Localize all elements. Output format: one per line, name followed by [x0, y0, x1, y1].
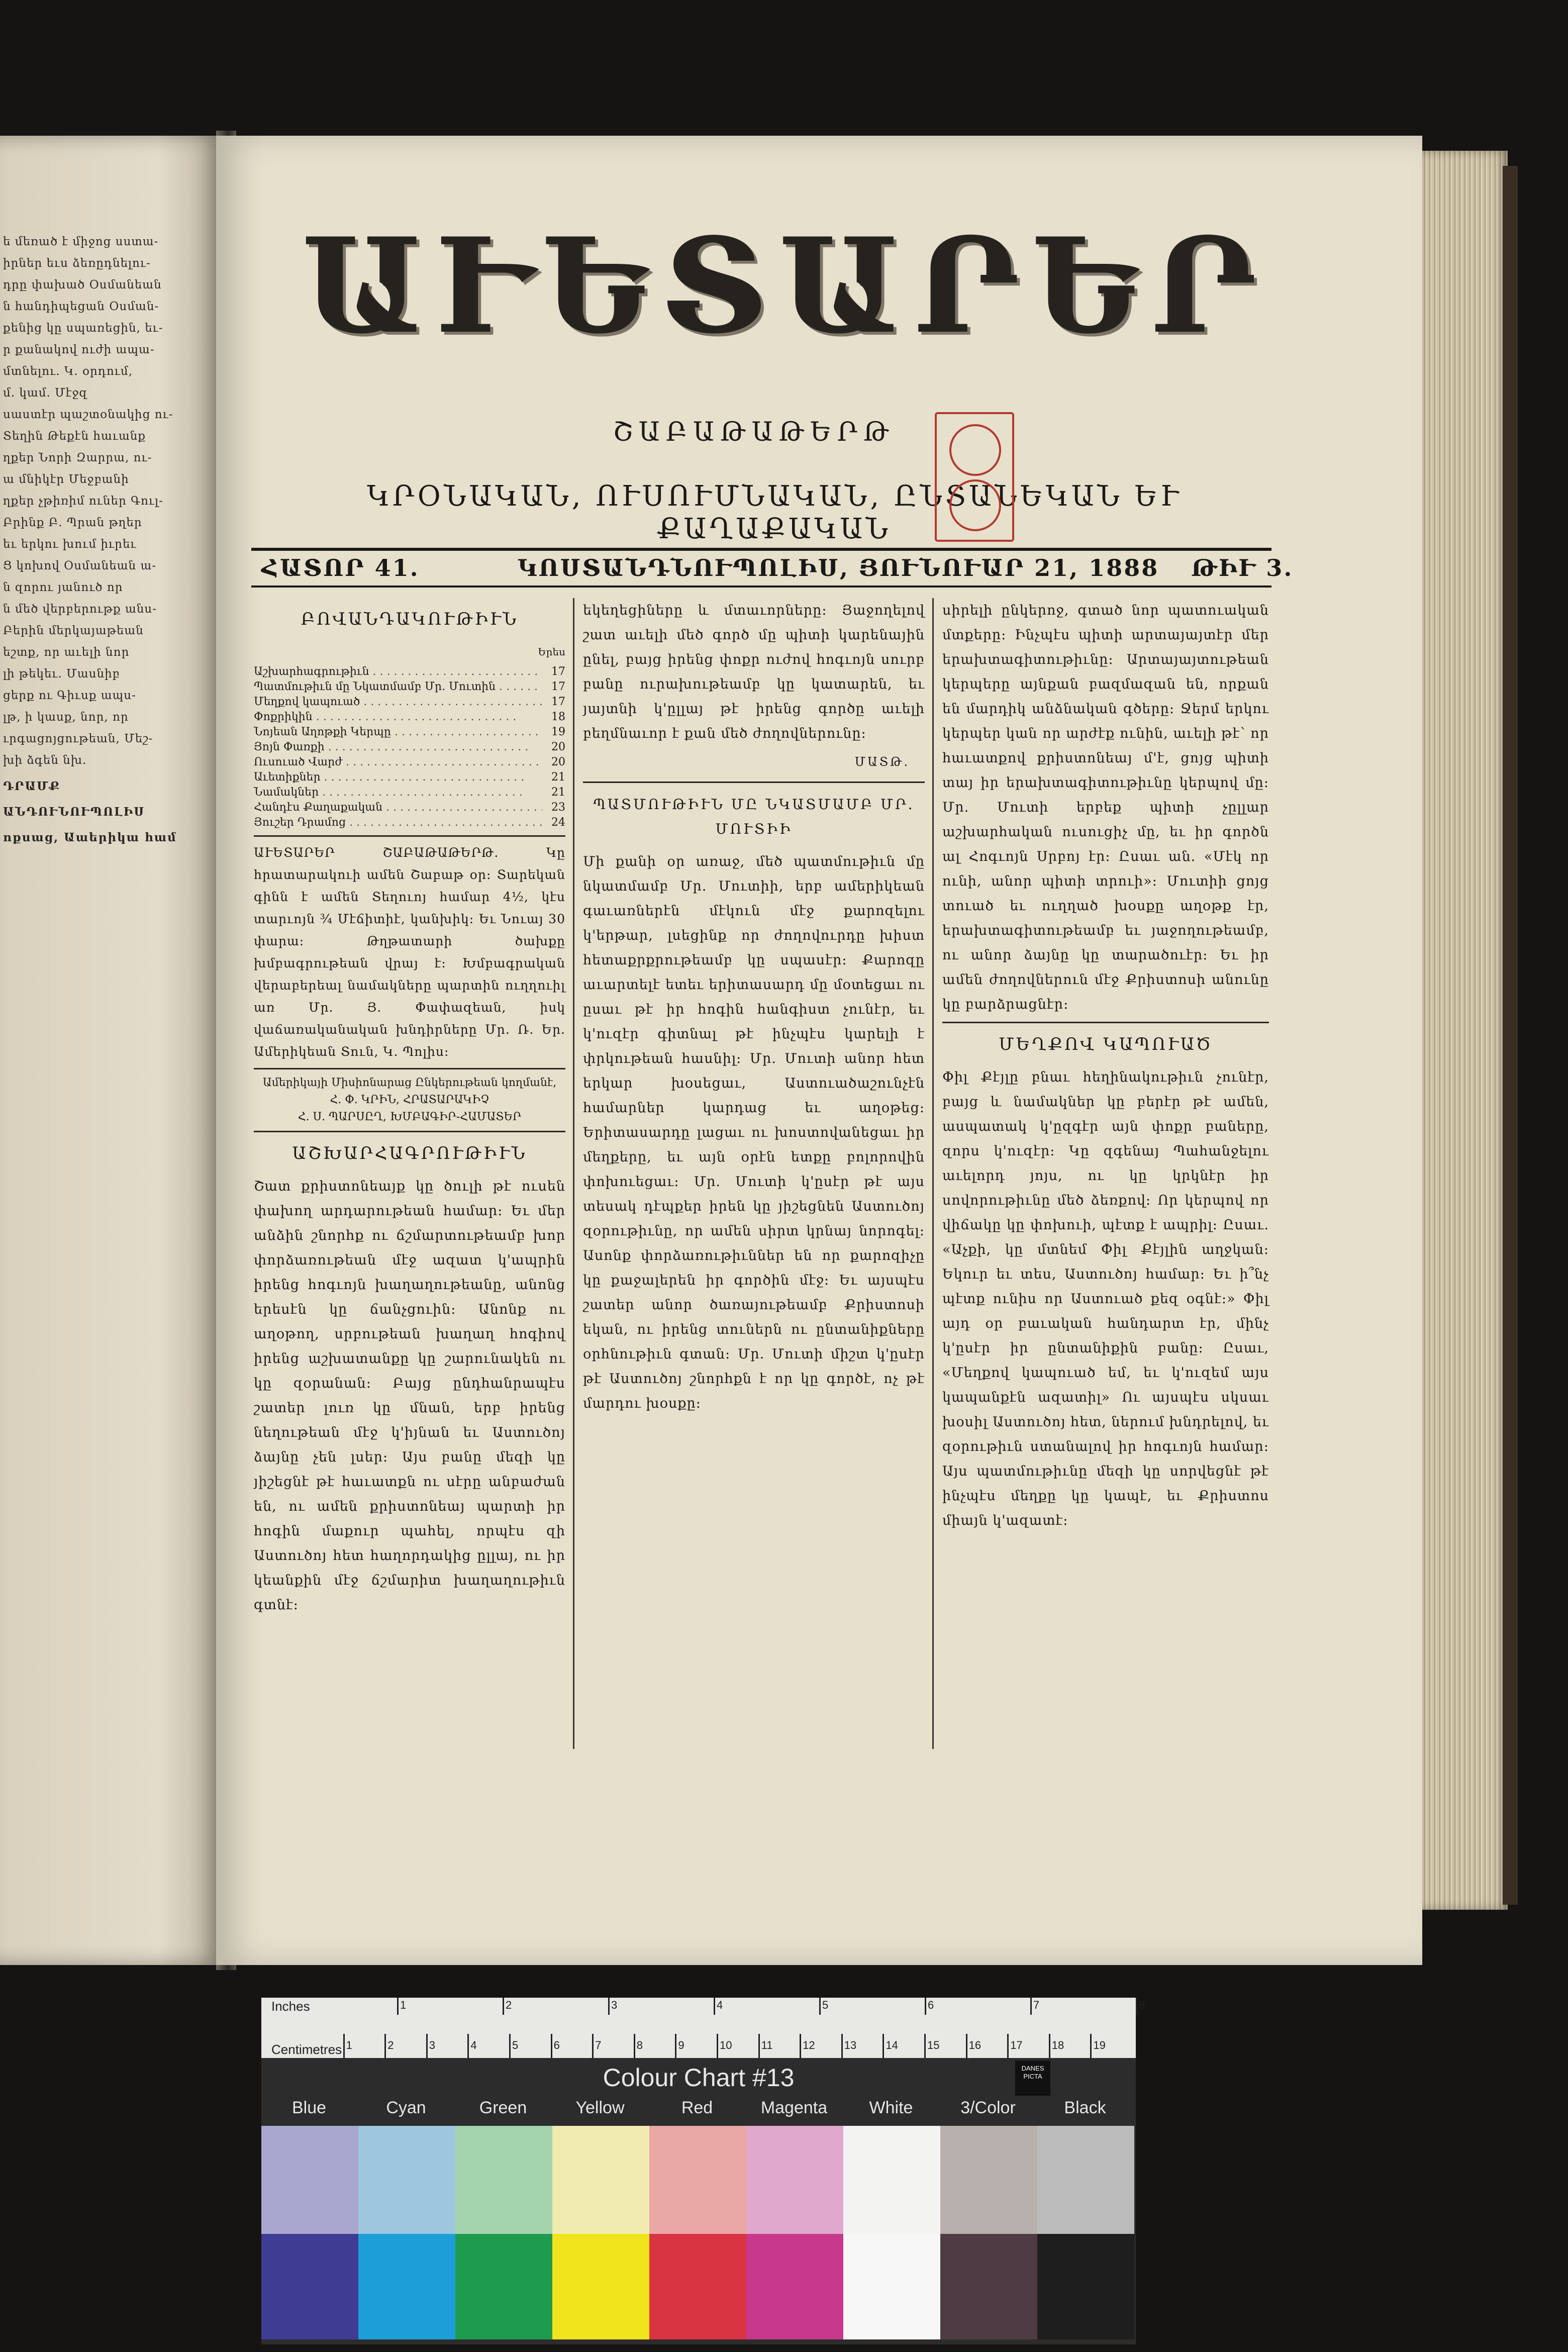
- swatch-light-3color: [940, 2126, 1037, 2234]
- ruler-cm-label: 3: [429, 2039, 436, 2051]
- article-heading-moody: ՊԱՏՄՈՒԹԻՒՆ ՄԸ ՆԿԱՏՄԱՄԲ ՄՐ. ՄՈՒՏԻԻ: [593, 796, 915, 837]
- article-body-moody: Մի քանի օր առաջ, մեծ պատմութիւն մը նկատմամբ Մր. Մուտիի, երբ ամերիկեան գաւառներէն մէկուն մէջ քարոզելու կ'երթար, լսեցինք որ ժողովուրդը խիստ հետաքրքրութեամբ կը սպասէր։ Քարոզը աւարտելէ ետեւ երիտասարդ մը մօտեցաւ ու ըսաւ թէ իր հոգին հանգիստ չունէր, եւ կ'ուզէր գիտնալ թէ ինչպէս կարելի է փրկութեան հասնիլ։ Մր. Մուտի անոր հետ երկար խօսեցաւ, Աստուածաշունչէն համարներ կարդաց եւ աղօթեց։ Երիտասարդը լացաւ ու խոստովանեցաւ իր մեղքերը, եւ այն օրէն ետքը բոլորովին փոխուեցաւ։ Մր. Մուտի կ'ըսէր թէ այս տեսակ դէպքեր իրեն կը յիշեցնեն Աստուծոյ զօրութիւնը, որ ամեն սիրտ կրնայ նորոգել։ Ասոնք փորձառութիւններ են որ քարոզիչը կը քաջալերեն իր գործին մէջ։ Եւ այսպէս շատեր անոր ծառայութեամբ Քրիստոսի եկան, ու իրենց տուներն ու ընտանիքները օրհնութիւն գտան։ Մր. Մուտի միշտ կ'ըսէր թէ Աստուծոյ շնորհքն է որ կը գործէ, ոչ թէ մարդու խօսքը։: [583, 854, 925, 1411]
- left-page-line: եւ երկու խում իւրեւ: [3, 538, 137, 551]
- swatch-dark-black: [1037, 2234, 1134, 2339]
- ruler-cm-label: 17: [1010, 2039, 1023, 2051]
- publisher-line-2: Հ. Փ. ԿՐԻՆ, ՀՐԱՏԱՐԱԿԻՉ: [330, 1094, 489, 1106]
- left-page-line: լթ, ի կասք, նոր, որ: [3, 711, 129, 724]
- left-page-line: եշտք, որ աւելի նոր: [3, 646, 130, 659]
- swatch-label: Red: [681, 2098, 713, 2117]
- ruler-cm-label: 15: [927, 2039, 940, 2051]
- left-page-line: լի թեկեւ. Մասնիբ: [3, 667, 120, 680]
- issue-bar: [256, 550, 1294, 585]
- swatch-dark-blue: [261, 2234, 358, 2339]
- ruler-cm-tick: [924, 2034, 926, 2058]
- header-rule-bottom: [251, 585, 1271, 587]
- toc-row: [254, 740, 565, 755]
- ruler-cm-label: 4: [470, 2039, 477, 2051]
- left-page-line: ղքեր Նորի Զարրա, ու-: [3, 451, 152, 464]
- left-page-text: [3, 231, 209, 848]
- ruler-inch-label: 2: [506, 1999, 512, 2011]
- column-rule: [573, 598, 574, 1749]
- stamp-circle-top: [949, 424, 1001, 476]
- swatch-light-cyan: [358, 2126, 455, 2234]
- column-rule: [932, 598, 934, 1749]
- ruler-cm-tick: [467, 2034, 469, 2058]
- left-page-line: Տեղին Թեքէն հաւանք: [3, 430, 146, 443]
- ruler-inch-label: 7: [1033, 1999, 1040, 2011]
- toc-page-number: 21: [551, 786, 565, 799]
- ruler: [261, 1998, 1145, 2058]
- swatch-dark-3color: [940, 2234, 1037, 2339]
- subscription-notice: ԱՒԵՏԱՐԵՐ ՇԱԲԱԹԱԹԵՐԹ. Կը հրատարակուի ամեն Շաբաթ օր։ Տարեկան գինն է ամեն Տեղուոյ համար 4½, կէս տարւոյն ¾ Մէճիտիէ, կանխիկ։ Եւ Նուայ 30 փարա։ Թղթատարի ծախքը խմբագրութեան վրայ է։ Խմբագրական վերաբերեալ նամակները պարտին ուղղուիլ առ Մր. Յ. Փափազեան, իսկ վաճառականական խնդիրները Մր. Ռ. Եր. Ամերիկեան Տուն, Կ. Պոլիս։: [254, 845, 565, 1059]
- ruler-inch-tick: [925, 1998, 926, 2015]
- toc-title: Նոյեան Աղոթքի Կերպը . . .: [254, 725, 542, 740]
- left-page-line: իրներ եւս ձեռըդնելու-: [3, 257, 151, 270]
- ruler-cm-label: 18: [1051, 2039, 1064, 2051]
- toc-page-label: Երես: [538, 646, 565, 658]
- left-page-line: ր քանակով ուժի ապա-: [3, 343, 155, 356]
- column-2: [583, 598, 925, 1416]
- toc-row: [254, 815, 565, 830]
- ruler-cm-tick: [883, 2034, 884, 2058]
- ruler-cm-tick: [675, 2034, 676, 2058]
- toc-heading: ԲՈՎԱՆԴԱԿՈՒԹԻՒՆ: [301, 609, 519, 629]
- toc-page-number: 17: [551, 665, 565, 678]
- colour-chart-target: [261, 1998, 1145, 2344]
- divider: [254, 835, 565, 837]
- ruler-cm-label: 2: [387, 2039, 394, 2051]
- left-page-line: խի ձգեն նխ.: [3, 754, 87, 767]
- swatch-label: Green: [479, 2098, 527, 2117]
- toc-title: Փոքրիկին . . .: [254, 710, 542, 725]
- toc-row: [254, 725, 565, 740]
- divider: [942, 1022, 1269, 1023]
- ruler-cm-label: 12: [803, 2039, 815, 2051]
- toc-title: Հանդէս Քաղաքական . . .: [254, 800, 542, 815]
- divider: [254, 1131, 565, 1132]
- issue-number: ԹԻՒ 3.: [1191, 554, 1294, 581]
- stamp-circle-bottom: [949, 479, 1001, 531]
- ruler-inch-tick: [819, 1998, 821, 2015]
- column-3: [942, 598, 1269, 1533]
- toc-row: [254, 755, 565, 770]
- ruler-inch-tick: [1136, 1998, 1137, 2015]
- toc-page-number: 17: [551, 680, 565, 693]
- ruler-cm-tick: [800, 2034, 801, 2058]
- toc-row: [254, 800, 565, 815]
- swatch-light-magenta: [746, 2126, 843, 2234]
- swatch-dark-yellow: [552, 2234, 649, 2339]
- toc-title: Աւետիքներ . . .: [254, 770, 542, 785]
- swatch-dark-magenta: [746, 2234, 843, 2339]
- left-page-line: ն հանդիպեցան Օսման-: [3, 300, 159, 313]
- masthead-subtitle-2: ԿՐՕՆԱԿԱՆ, ՈՒՍՈՒՄՆԱԿԱՆ, ԸՆՏԱՆԵԿԱՆ ԵՒ ՔԱՂԱՔԱԿԱՆ: [366, 480, 1182, 545]
- ruler-inch-label: 4: [717, 1999, 723, 2011]
- ruler-inch-label: 5: [822, 1999, 829, 2011]
- ruler-cm-tick: [343, 2034, 345, 2058]
- left-page-section-heading: ԴՐԱՄՔ: [3, 779, 61, 793]
- ruler-cm-label: 14: [886, 2039, 898, 2051]
- toc-page-number: 20: [551, 756, 565, 768]
- swatch-label: Yellow: [575, 2098, 625, 2117]
- ruler-inch-tick: [503, 1998, 504, 2015]
- colour-chart-title: Colour Chart #13: [603, 2064, 795, 2092]
- swatch-light-blue: [261, 2126, 358, 2234]
- ruler-cm-label: 9: [678, 2039, 684, 2051]
- ruler-cm-tick: [758, 2034, 760, 2058]
- left-page-line: ե մեռած է միջոց սստա-: [3, 235, 159, 248]
- divider: [254, 1068, 565, 1069]
- ruler-cm-tick: [551, 2034, 552, 2058]
- article-continuation: եկեղեցիները և մտաւորները։ Յաջողելով շատ աւելի մեծ գործ մը պիտի կարենային ընել, բայց իրենց փոքր ուժով հոգւոյն սուրբ բանը ուրախութեամբ կը կատարեն, եւ յայտնի կ'ըլլայ թէ իրենց գործը աւելի բեղմնաւոր է քան մեծ ժողովներունը։: [583, 603, 925, 741]
- ruler-cm-label: 8: [636, 2039, 643, 2051]
- ruler-cm-tick: [509, 2034, 511, 2058]
- library-stamp: [935, 412, 1014, 542]
- toc-page-number: 21: [551, 771, 565, 783]
- toc-row: [254, 679, 565, 695]
- divider: [583, 781, 925, 783]
- swatch-light-white: [843, 2126, 940, 2234]
- column-1: [254, 598, 565, 1617]
- swatch-light-green: [455, 2126, 552, 2234]
- swatch-dark-cyan: [358, 2234, 455, 2339]
- ruler-cm-tick: [1007, 2034, 1009, 2058]
- ruler-cm-label: 19: [1093, 2039, 1106, 2051]
- ruler-cm-tick: [384, 2034, 386, 2058]
- ruler-cm-tick: [592, 2034, 594, 2058]
- toc-row: [254, 664, 565, 679]
- ruler-inch-label: 8: [1139, 1999, 1145, 2011]
- page-edges: [1422, 151, 1508, 1910]
- left-page-line: մ. կամ. Մէջզ: [3, 386, 88, 400]
- swatch-light-black: [1037, 2126, 1134, 2234]
- ruler-inch-tick: [1030, 1998, 1032, 2015]
- left-page-section-heading: ոքսաց, Աաերիկա համ: [3, 831, 177, 844]
- toc-page-number: 17: [551, 696, 565, 708]
- article-heading-bound-by-sin: ՄԵՂՔՈՎ ԿԱՊՈՒԱԾ: [999, 1034, 1213, 1054]
- issue-place-date: ԿՈՍՏԱՆԴՆՈՒՊՈԼԻՍ, ՅՈՒՆՈՒԱՐ 21, 1888: [518, 554, 1159, 581]
- cover-edge: [1503, 166, 1518, 1905]
- toc-title: Աշխարհագրութիւն . . .: [254, 664, 542, 679]
- toc-row: [254, 710, 565, 725]
- left-page-line: Բերին մերկայաթեան: [3, 624, 144, 637]
- toc-row: [254, 785, 565, 800]
- publisher-line-1: Ամերիկայի Միսիոնարաց Ընկերութեան կողմանէ,: [262, 1076, 557, 1089]
- ruler-cm-tick: [841, 2034, 843, 2058]
- issue-volume: ՀԱՏՈՐ 41.: [261, 554, 420, 581]
- ruler-inches-label: Inches: [271, 1999, 310, 2014]
- swatch-label: White: [869, 2098, 913, 2117]
- ruler-cm-label: 10: [720, 2039, 732, 2051]
- toc-row: [254, 695, 565, 710]
- swatch-light-yellow: [552, 2126, 649, 2234]
- left-page-line: ղքեր չթիռիմ ուներ Գուլ-: [3, 495, 163, 508]
- ruler-cm-label: 5: [512, 2039, 519, 2051]
- left-page-line: ն մեծ վերբերութք անս-: [3, 603, 157, 616]
- swatch-label: Cyan: [386, 2098, 426, 2117]
- toc-title: Պատմութիւն մը Նկատմամբ Մր. Մուտին . . .: [254, 679, 542, 695]
- article-continuation: սիրելի ընկերոջ, գտած նոր պատուական մտքերը։ Ինչպէս պիտի արտայայտէր մեր երախտագիտութիւնը։ Արտայայտութեան կերպերը այնքան բազմազան են, որքան են մարդիկ անձնական գծերը։ Ջերմ երկու կերպեր կան որ արժէք ունին, աւելի թէ՝ որ հաւատքով քրիստոնեայ մ'է, ցոյց պիտի տայ իր երախտագիտութիւնը կերպով մը։ Մր. Մուտի երբեք պիտի չըլլար աշխարհական ուսուցիչ մը, եւ իր գործն ալ Հոգւոյն Սրբոյ էր։ Ըսաւ ան. «Մէկ որ ունի, անոր պիտի տրուի»։ Մուտիի ցոյց տուած եւ ուղղած խօսքը աղօթք էր, երախտագիտութեամբ եւ յաջողութեամբ, ու անոր ձայնը կը տարածուէր։ Եւ իր ամեն ժողովներուն մէջ Քրիստոսի անունը կը բարձրացնէր։: [942, 603, 1269, 1012]
- toc-title: Յուշեր Դրամոց . . .: [254, 815, 542, 830]
- left-page-section-heading: ԱՆԴՈՒՆՈՒՊՈԼԻՍ: [3, 805, 145, 819]
- toc-page-number: 19: [551, 726, 565, 738]
- toc-page-number: 23: [551, 801, 565, 814]
- toc-title: Յոյն Փառքի . . .: [254, 740, 542, 755]
- ruler-cm-label: Centimetres: [271, 2042, 342, 2057]
- ruler-cm-tick: [426, 2034, 428, 2058]
- toc-page-number: 20: [551, 741, 565, 753]
- swatch-dark-red: [649, 2234, 746, 2339]
- toc-title: Նամակներ . . .: [254, 785, 542, 800]
- swatch-dark-white: [843, 2234, 940, 2339]
- ruler-cm-label: 13: [844, 2039, 857, 2051]
- left-page-line: ն զորու յանուծ որ: [3, 581, 123, 594]
- toc-page-number: 18: [551, 711, 565, 723]
- toc-title: Մեղքով կապուած . . .: [254, 695, 542, 710]
- danes-picta-logo: DANES PICTA: [1015, 2061, 1050, 2096]
- ruler-inch-tick: [608, 1998, 610, 2015]
- ruler-cm-label: 7: [595, 2039, 602, 2051]
- left-page-line: մտնելու. Կ. օրդում,: [3, 365, 133, 378]
- ruler-inch-label: 6: [928, 1999, 934, 2011]
- swatch-label: Magenta: [760, 2098, 828, 2117]
- ruler-cm-tick: [717, 2034, 718, 2058]
- toc-page-number: 24: [551, 816, 565, 829]
- swatch-light-red: [649, 2126, 746, 2234]
- left-page-line: դրը փախած Օսմանեան: [3, 278, 162, 291]
- swatch-labels: [261, 2098, 1136, 2128]
- ruler-inch-label: 1: [400, 1999, 407, 2011]
- ruler-cm-label: 11: [761, 2039, 773, 2051]
- left-page-line: ցերք ու Գիւսք ապս-: [3, 689, 136, 702]
- masthead-title: ԱՒԵՏԱՐԵՐ: [302, 210, 1269, 363]
- left-page-line: սաստէր պաշտօնակից ու-: [3, 408, 173, 421]
- left-page-line: Բրինք Բ. Պրան թղեր: [3, 516, 142, 529]
- table-of-contents: [254, 664, 565, 830]
- swatch-dark-green: [455, 2234, 552, 2339]
- article-body-geography: Շատ քրիստոնեայք կը ծուլի թէ ուսեն փախող արդարութեան համար։ Եւ մեր անձին շնորհք ու ճշմարտութեամբ խոր փորձառութեան մէջ ազատ կ'ապրին իրենց հոգւոյն խաղաղութեանը, անոնց երեսէն կը ճանչցուին։ Անոնք ու աղօթող, սրբութեան խաղաղ հոգիով իրենց աշխատանքը կը շարունակեն ու կը զօրանան։ Բայց ընդհանրապէս շատեր լուռ կը մնան, երբ իրենց նեղութեան մէջ կ'իյնան եւ Աստուծոյ ձայնը չեն լսեր։ Այս բանը մեզի կը յիշեցնէ թէ հաւատքն ու սէրը անբաժան են, ու ամեն քրիստոնեայ պարտի իր հոգին մաքուր պահել, որպէս զի Աստուծոյ հետ հաղորդակից ըլլայ, ու իր կեանքին մէջ ճշմարիտ խաղաղութիւն գտնէ։: [254, 1179, 565, 1613]
- left-page-line: ւրգացոյցութեան, Մեշ-: [3, 732, 153, 745]
- toc-title: Ուսուած Վարժ . . .: [254, 755, 542, 770]
- ruler-cm-label: 16: [968, 2039, 982, 2051]
- ruler-cm-label: 6: [553, 2039, 560, 2051]
- ruler-cm-label: 1: [346, 2039, 352, 2051]
- ruler-inch-label: 3: [611, 1999, 618, 2011]
- article-signature: ՄԱՏԹ.: [854, 755, 910, 769]
- toc-row: [254, 770, 565, 785]
- swatch-label: Black: [1064, 2098, 1106, 2117]
- publisher-line-3: Հ. Ս. ՊԱՐՍԸՂ, ԽՄԲԱԳԻՐ-ՀԱՄԱՏԵՐ: [298, 1111, 522, 1123]
- swatch-label: Blue: [291, 2098, 327, 2117]
- swatch-label: 3/Color: [960, 2098, 1016, 2117]
- ruler-inch-tick: [714, 1998, 715, 2015]
- left-page-line: Ց կոխով Օսմանեան ա-: [3, 559, 157, 572]
- ruler-inch-tick: [397, 1998, 399, 2015]
- article-heading-geography: ԱՇԽԱՐՀԱԳՐՈՒԹԻՒՆ: [292, 1143, 527, 1163]
- ruler-cm-tick: [634, 2034, 635, 2058]
- ruler-cm-tick: [1090, 2034, 1092, 2058]
- masthead-subtitle: ՇԱԲԱԹԱԹԵՐԹ: [613, 417, 895, 447]
- ruler-cm-tick: [966, 2034, 967, 2058]
- left-page-line: ա մնիկէր Մեջբանի: [3, 473, 129, 486]
- article-body-bound-by-sin: Փիլ Քէյլը բնաւ հեղինակութիւն չունէր, բայց և նամակներ կը բերէր թէ ամեն, ասպատակ կ'ըզգէր այն փոքր բաները, զորս կ'ուզէր։ Կը զգենայ Պահանջելու աւելորդ յոյս, ու կը կրկնէր իր սովորութիւնը մեծ ձեռքով։ Որ կերպով որ վիճակը կը փոխուի, պէտք է ապրիլ։ Ըսաւ. «Աչքի, կը մտնեմ Փիլ Քէյլին աղջկան։ Եկուր եւ տես, Աստուծոյ համար։ Եւ ի՞նչ պէտք ունիս որ Աստուած քեզ օգնէ։» Փիլ այդ օր բաւական հանդարտ էր, մինչ կ'ըսէր իր ընտանիքին բանը։ Ըսաւ, «Մեղքով կապուած եմ, եւ կ'ուզեմ այս կապանքէն ազատիլ» Ու այսպէս սկսաւ խօսիլ Աստուծոյ հետ, ներում խնդրելով, եւ զօրութիւն ստանալով իր հոգւոյն համար։ Այս պատմութիւնը մեզի կը սորվեցնէ թէ ինչպէս մեղքը կը կապէ, եւ Քրիստոս միայն կ'ազատէ։: [942, 1069, 1269, 1528]
- left-page: [0, 136, 226, 1965]
- ruler-cm-tick: [1049, 2034, 1050, 2058]
- left-page-line: քենից կը սպառեցին, եւ-: [3, 322, 163, 335]
